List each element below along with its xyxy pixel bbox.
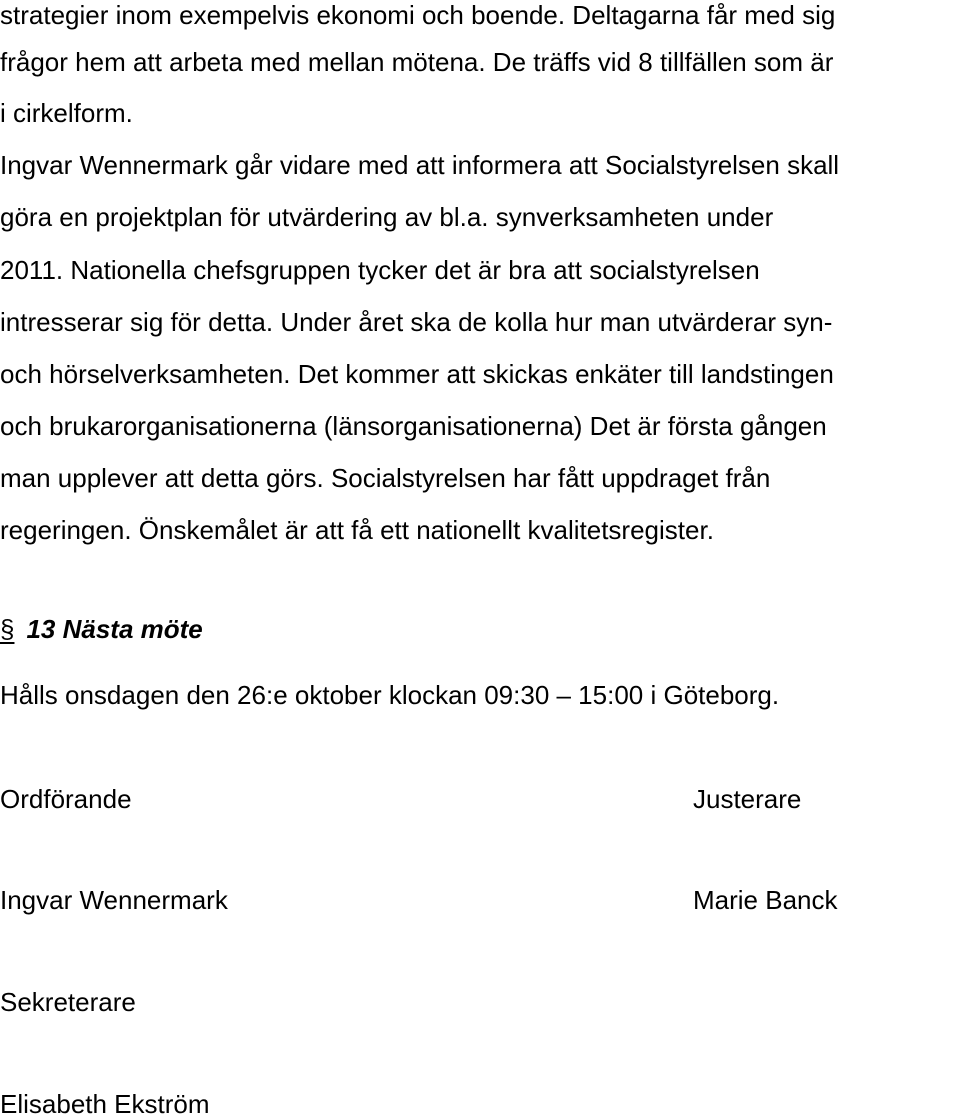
paragraph-line: intresserar sig för detta. Under året ska de kolla hur man utvärderar syn- bbox=[0, 307, 833, 337]
paragraph-line: göra en projektplan för utvärdering av bl.a. synverksamheten under bbox=[0, 202, 774, 232]
adjuster-name: Marie Banck bbox=[693, 885, 838, 915]
secretary-name: Elisabeth Ekström bbox=[0, 1089, 210, 1119]
paragraph-line: Ingvar Wennermark går vidare med att informera att Socialstyrelsen skall bbox=[0, 150, 840, 180]
paragraph-line: och brukarorganisationerna (länsorganisationerna) Det är första gången bbox=[0, 411, 827, 441]
chair-label: Ordförande bbox=[0, 784, 132, 814]
paragraph-line: frågor hem att arbeta med mellan mötena. De träffs vid 8 tillfällen som är bbox=[0, 47, 834, 77]
paragraph-line: regeringen. Önskemålet är att få ett nationellt kvalitetsregister. bbox=[0, 515, 714, 545]
adjuster-label: Justerare bbox=[693, 784, 802, 814]
paragraph-line: och hörselverksamheten. Det kommer att skickas enkäter till landstingen bbox=[0, 359, 834, 389]
chair-name: Ingvar Wennermark bbox=[0, 885, 228, 915]
paragraph-line: 2011. Nationella chefsgruppen tycker det är bra att socialstyrelsen bbox=[0, 255, 760, 285]
paragraph-line: i cirkelform. bbox=[0, 98, 133, 128]
secretary-label: Sekreterare bbox=[0, 987, 136, 1017]
section-sign: § bbox=[0, 614, 15, 644]
paragraph-line: man upplever att detta görs. Socialstyrelsen har fått uppdraget från bbox=[0, 463, 771, 493]
section-title: 13 Nästa möte bbox=[26, 614, 203, 644]
section-heading bbox=[0, 612, 203, 646]
meeting-info: Hålls onsdagen den 26:e oktober klockan 09:30 – 15:00 i Göteborg. bbox=[0, 680, 780, 710]
paragraph-line: strategier inom exempelvis ekonomi och boende. Deltagarna får med sig bbox=[0, 0, 836, 30]
